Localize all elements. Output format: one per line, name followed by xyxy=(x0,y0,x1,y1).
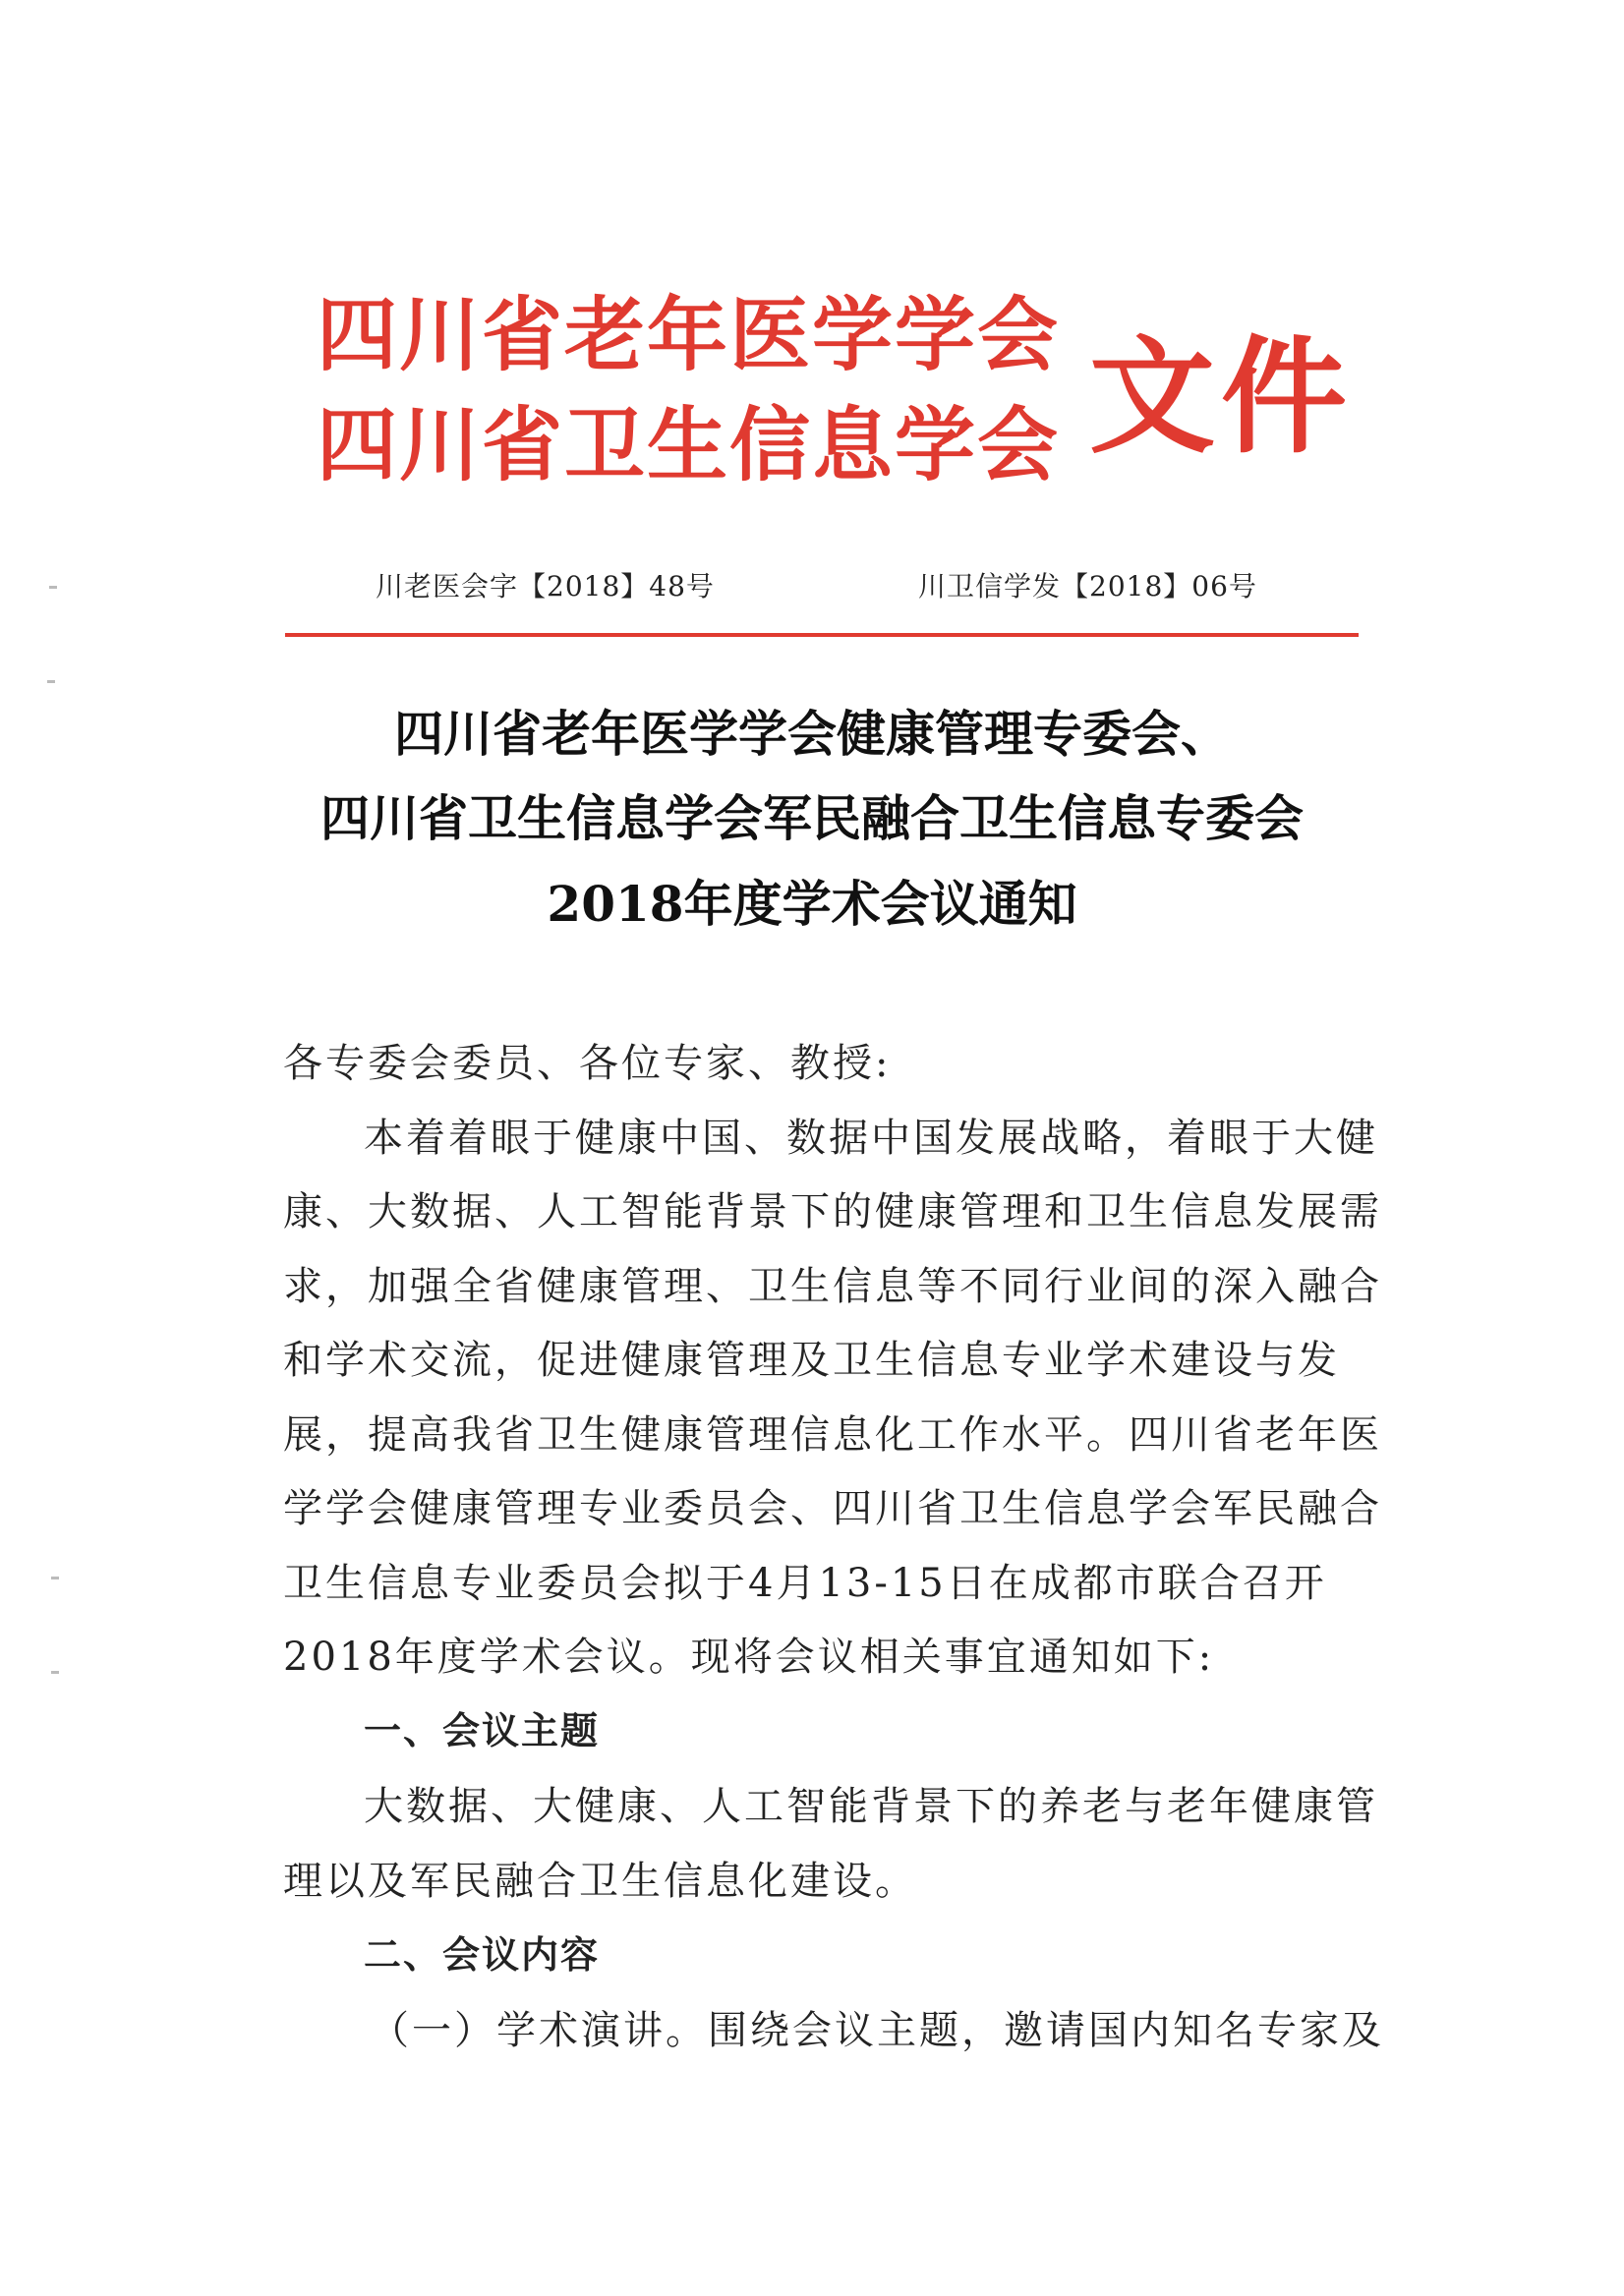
body-line: 和学术交流，促进健康管理及卫生信息专业学术建设与发 xyxy=(283,1338,1340,1383)
section-heading-theme: 一、会议主题 xyxy=(364,1709,601,1752)
document-number-left: 川老医会字【2018】48号 xyxy=(376,570,715,603)
document-label: 文件 xyxy=(1089,323,1354,471)
body-line: 本着着眼于健康中国、数据中国发展战略，着眼于大健 xyxy=(364,1116,1378,1161)
org-name-line-1: 四川省老年医学学会 xyxy=(317,288,1061,382)
body-line: 展，提高我省卫生健康管理信息化工作水平。四川省老年医 xyxy=(283,1412,1382,1458)
section-heading-content: 二、会议内容 xyxy=(364,1933,601,1977)
body-line: （一）学术演讲。围绕会议主题，邀请国内知名专家及 xyxy=(370,2008,1384,2053)
notice-title-line-2: 四川省卫生信息学会军民融合卫生信息专委会 xyxy=(320,789,1304,847)
scan-mark xyxy=(47,680,55,683)
notice-title-line-1: 四川省老年医学学会健康管理专委会、 xyxy=(394,705,1230,763)
body-line: 学学会健康管理专业委员会、四川省卫生信息学会军民融合 xyxy=(283,1486,1382,1531)
body-line: 康、大数据、人工智能背景下的健康管理和卫生信息发展需 xyxy=(283,1189,1382,1234)
notice-title-line-3: 2018年度学术会议通知 xyxy=(547,875,1077,933)
salutation: 各专委会委员、各位专家、教授: xyxy=(283,1041,892,1086)
scan-mark xyxy=(49,586,57,589)
document-number-right: 川卫信学发【2018】06号 xyxy=(918,570,1257,603)
body-line: 理以及军民融合卫生信息化建设。 xyxy=(283,1859,917,1904)
scan-mark xyxy=(51,1671,59,1674)
org-name-line-2: 四川省卫生信息学会 xyxy=(317,398,1061,492)
body-line: 卫生信息专业委员会拟于4月13-15日在成都市联合召开 xyxy=(283,1561,1327,1606)
scan-mark xyxy=(51,1577,59,1579)
body-line: 求，加强全省健康管理、卫生信息等不同行业间的深入融合 xyxy=(283,1264,1382,1309)
red-divider-line xyxy=(285,633,1359,637)
body-line: 2018年度学术会议。现将会议相关事宜通知如下: xyxy=(283,1635,1215,1680)
body-line: 大数据、大健康、人工智能背景下的养老与老年健康管 xyxy=(364,1784,1378,1829)
